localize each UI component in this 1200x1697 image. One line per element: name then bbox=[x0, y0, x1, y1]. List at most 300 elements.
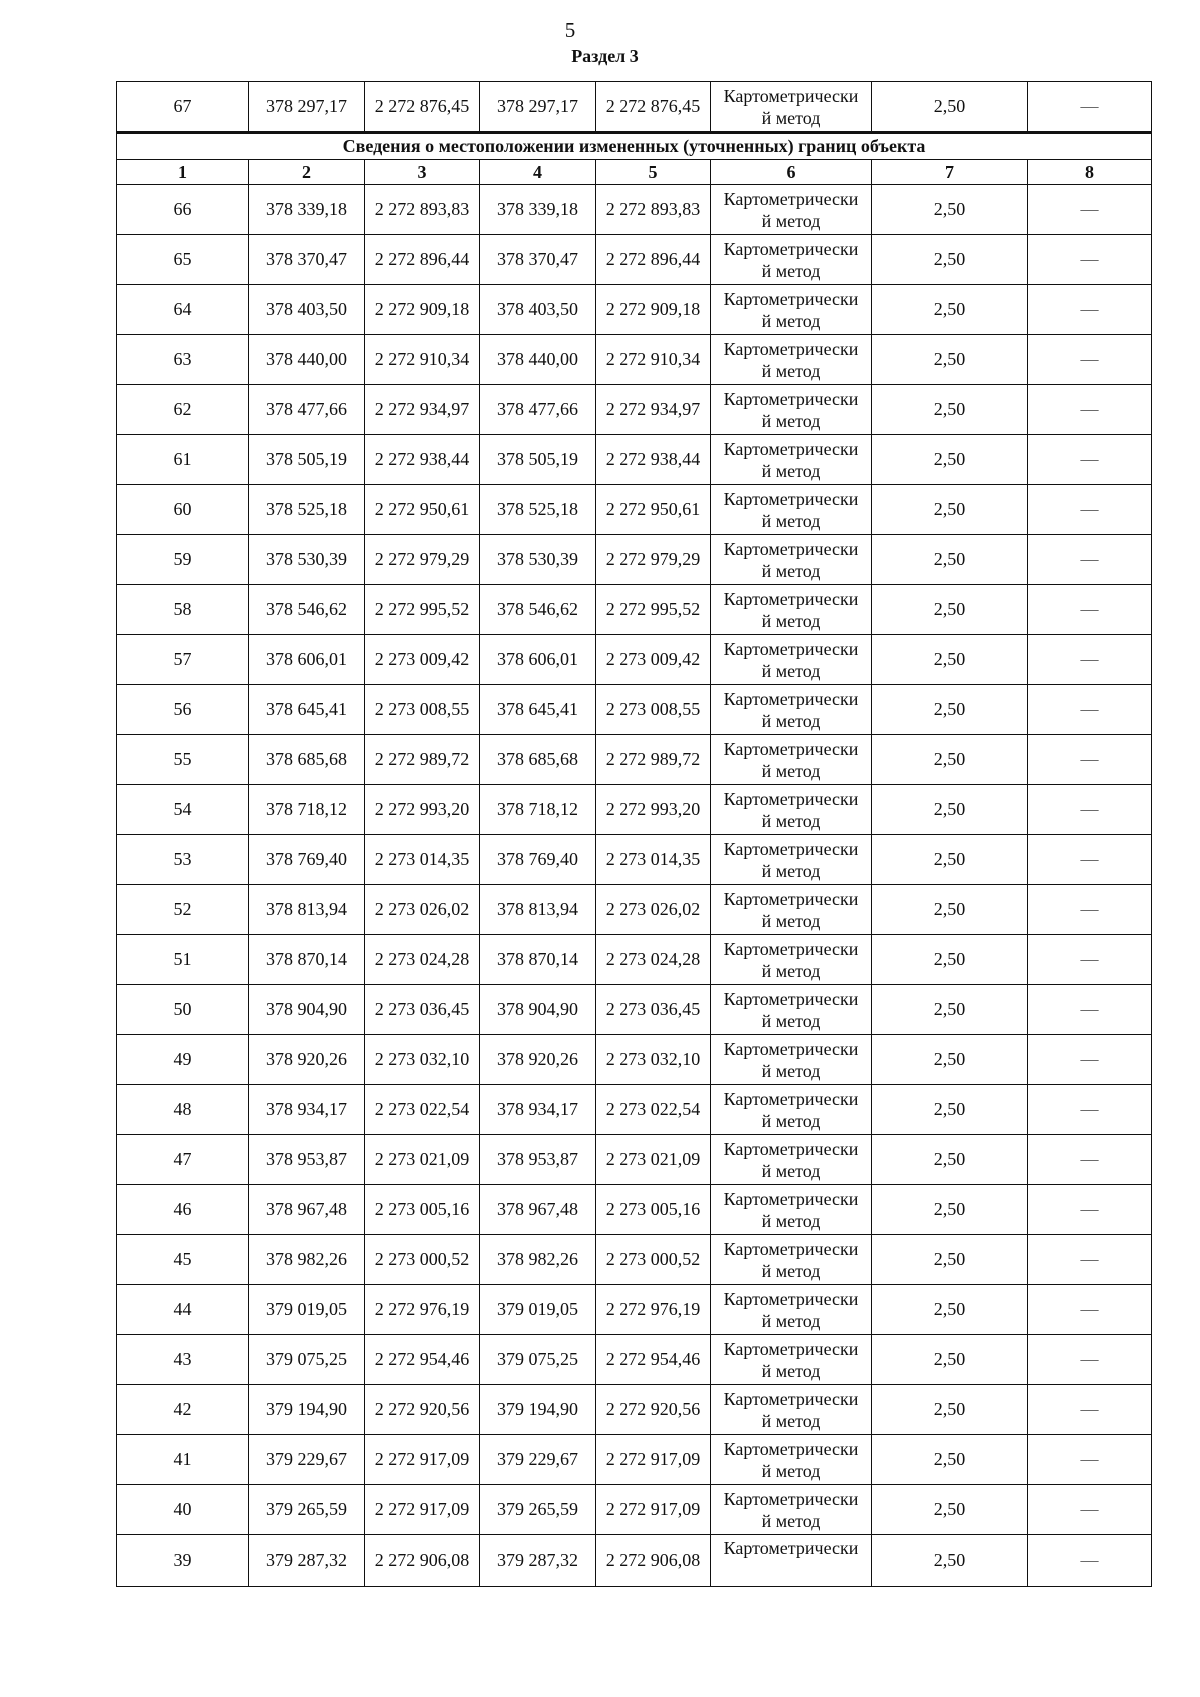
x-old-cell: 378 920,26 bbox=[249, 1035, 365, 1085]
method-line-2: й метод bbox=[761, 510, 821, 531]
y-old-cell: 2 272 993,20 bbox=[365, 785, 480, 835]
y-new-cell: 2 272 954,46 bbox=[596, 1335, 711, 1385]
method-line-1: Картометрически bbox=[723, 638, 859, 659]
accuracy-cell: 2,50 bbox=[872, 1385, 1028, 1435]
y-new-cell: 2 273 021,09 bbox=[596, 1135, 711, 1185]
x-new-cell: 379 075,25 bbox=[480, 1335, 596, 1385]
x-new-cell: 378 953,87 bbox=[480, 1135, 596, 1185]
method-line-2: й метод bbox=[761, 660, 821, 681]
column-number: 2 bbox=[249, 160, 365, 185]
y-old-cell: 2 272 909,18 bbox=[365, 285, 480, 335]
method-cell bbox=[711, 1285, 872, 1335]
method-cell bbox=[711, 685, 872, 735]
table-row bbox=[117, 785, 1152, 835]
method-cell bbox=[711, 1335, 872, 1385]
method-cell bbox=[711, 82, 872, 133]
point-number-cell: 51 bbox=[117, 935, 249, 985]
x-new-cell: 378 339,18 bbox=[480, 185, 596, 235]
method-cell bbox=[711, 535, 872, 585]
method-line-2: й метод bbox=[761, 1110, 821, 1131]
method-line-1: Картометрически bbox=[723, 788, 859, 809]
x-new-cell: 378 403,50 bbox=[480, 285, 596, 335]
method-line-1: Картометрически bbox=[723, 538, 859, 559]
note-cell: — bbox=[1028, 1035, 1152, 1085]
x-new-cell: 378 685,68 bbox=[480, 735, 596, 785]
method-cell bbox=[711, 735, 872, 785]
y-new-cell: 2 273 024,28 bbox=[596, 935, 711, 985]
x-old-cell: 379 019,05 bbox=[249, 1285, 365, 1335]
point-number-cell: 40 bbox=[117, 1485, 249, 1535]
point-number-cell: 50 bbox=[117, 985, 249, 1035]
x-new-cell: 378 967,48 bbox=[480, 1185, 596, 1235]
y-old-cell: 2 272 917,09 bbox=[365, 1485, 480, 1535]
accuracy-cell: 2,50 bbox=[872, 885, 1028, 935]
x-new-cell: 378 982,26 bbox=[480, 1235, 596, 1285]
method-line-1: Картометрически bbox=[723, 338, 859, 359]
table-row bbox=[117, 1235, 1152, 1285]
method-line-2: й метод bbox=[761, 1360, 821, 1381]
point-number-cell: 44 bbox=[117, 1285, 249, 1335]
accuracy-cell: 2,50 bbox=[872, 585, 1028, 635]
accuracy-cell: 2,50 bbox=[872, 535, 1028, 585]
accuracy-cell: 2,50 bbox=[872, 485, 1028, 535]
x-new-cell: 378 769,40 bbox=[480, 835, 596, 885]
method-line-1: Картометрически bbox=[723, 1188, 859, 1209]
y-old-cell: 2 273 024,28 bbox=[365, 935, 480, 985]
table-row bbox=[117, 385, 1152, 435]
accuracy-cell: 2,50 bbox=[872, 685, 1028, 735]
table-row bbox=[117, 435, 1152, 485]
method-line-1: Картометрически bbox=[723, 888, 859, 909]
coordinates-table bbox=[116, 81, 1152, 1587]
x-new-cell: 378 904,90 bbox=[480, 985, 596, 1035]
method-cell bbox=[711, 485, 872, 535]
method-line-2: й метод bbox=[761, 1460, 821, 1481]
table-row bbox=[117, 82, 1152, 133]
method-line-2: й метод bbox=[761, 910, 821, 931]
note-cell: — bbox=[1028, 985, 1152, 1035]
page-number: 5 bbox=[564, 18, 576, 42]
y-old-cell: 2 272 906,08 bbox=[365, 1535, 480, 1587]
x-new-cell: 379 229,67 bbox=[480, 1435, 596, 1485]
table-row bbox=[117, 1535, 1152, 1587]
table-row bbox=[117, 1335, 1152, 1385]
x-old-cell: 378 645,41 bbox=[249, 685, 365, 735]
x-old-cell: 378 403,50 bbox=[249, 285, 365, 335]
note-cell: — bbox=[1028, 285, 1152, 335]
table-row bbox=[117, 1135, 1152, 1185]
accuracy-cell: 2,50 bbox=[872, 335, 1028, 385]
point-number-cell: 56 bbox=[117, 685, 249, 735]
point-number-cell: 55 bbox=[117, 735, 249, 785]
y-new-cell: 2 273 000,52 bbox=[596, 1235, 711, 1285]
x-old-cell: 378 606,01 bbox=[249, 635, 365, 685]
note-cell: — bbox=[1028, 1235, 1152, 1285]
method-line-2: й метод bbox=[761, 1410, 821, 1431]
method-line-1: Картометрически bbox=[723, 1138, 859, 1159]
method-cell bbox=[711, 1435, 872, 1485]
x-old-cell: 378 813,94 bbox=[249, 885, 365, 935]
table-row bbox=[117, 735, 1152, 785]
method-line-1: Картометрически bbox=[723, 1338, 859, 1359]
column-number: 3 bbox=[365, 160, 480, 185]
method-line-2: й метод bbox=[761, 1060, 821, 1081]
accuracy-cell: 2,50 bbox=[872, 285, 1028, 335]
column-number: 7 bbox=[872, 160, 1028, 185]
x-old-cell: 379 194,90 bbox=[249, 1385, 365, 1435]
method-line-2: й метод bbox=[761, 710, 821, 731]
accuracy-cell: 2,50 bbox=[872, 1335, 1028, 1385]
y-old-cell: 2 272 896,44 bbox=[365, 235, 480, 285]
table-row bbox=[117, 235, 1152, 285]
subsection-title: Сведения о местоположении измененных (уточненных) границ объекта bbox=[117, 133, 1152, 160]
y-new-cell: 2 273 026,02 bbox=[596, 885, 711, 935]
column-number-row bbox=[117, 160, 1152, 185]
accuracy-cell: 2,50 bbox=[872, 935, 1028, 985]
y-old-cell: 2 273 008,55 bbox=[365, 685, 480, 735]
method-cell bbox=[711, 1135, 872, 1185]
table-row bbox=[117, 335, 1152, 385]
method-line-1: Картометрически bbox=[723, 1088, 859, 1109]
method-cell bbox=[711, 835, 872, 885]
method-line-2: й метод bbox=[761, 460, 821, 481]
method-line-2: й метод bbox=[761, 810, 821, 831]
method-cell bbox=[711, 1385, 872, 1435]
accuracy-cell: 2,50 bbox=[872, 385, 1028, 435]
method-cell bbox=[711, 585, 872, 635]
x-old-cell: 379 229,67 bbox=[249, 1435, 365, 1485]
point-number-cell: 42 bbox=[117, 1385, 249, 1435]
note-cell: — bbox=[1028, 635, 1152, 685]
y-new-cell: 2 272 906,08 bbox=[596, 1535, 711, 1587]
method-cell bbox=[711, 1185, 872, 1235]
method-cell bbox=[711, 885, 872, 935]
x-old-cell: 378 967,48 bbox=[249, 1185, 365, 1235]
method-line-1: Картометрически bbox=[723, 1488, 859, 1509]
y-old-cell: 2 272 995,52 bbox=[365, 585, 480, 635]
y-old-cell: 2 272 934,97 bbox=[365, 385, 480, 435]
y-old-cell: 2 273 032,10 bbox=[365, 1035, 480, 1085]
y-new-cell: 2 272 938,44 bbox=[596, 435, 711, 485]
x-new-cell: 379 019,05 bbox=[480, 1285, 596, 1335]
accuracy-cell: 2,50 bbox=[872, 1435, 1028, 1485]
x-new-cell: 379 194,90 bbox=[480, 1385, 596, 1435]
point-number-cell: 66 bbox=[117, 185, 249, 235]
method-cell bbox=[711, 1235, 872, 1285]
y-old-cell: 2 273 014,35 bbox=[365, 835, 480, 885]
y-new-cell: 2 272 893,83 bbox=[596, 185, 711, 235]
note-cell: — bbox=[1028, 735, 1152, 785]
note-cell: — bbox=[1028, 1435, 1152, 1485]
table-row bbox=[117, 185, 1152, 235]
table-row bbox=[117, 1085, 1152, 1135]
y-old-cell: 2 273 026,02 bbox=[365, 885, 480, 935]
x-new-cell: 378 440,00 bbox=[480, 335, 596, 385]
note-cell: — bbox=[1028, 185, 1152, 235]
point-number-cell: 60 bbox=[117, 485, 249, 535]
method-line-2: й метод bbox=[761, 410, 821, 431]
method-line-1: Картометрически bbox=[723, 1288, 859, 1309]
note-cell: — bbox=[1028, 82, 1152, 133]
method-line-2: й метод bbox=[761, 860, 821, 881]
x-new-cell: 378 718,12 bbox=[480, 785, 596, 835]
method-line-2: й метод bbox=[761, 960, 821, 981]
x-new-cell: 378 530,39 bbox=[480, 535, 596, 585]
table-row bbox=[117, 1385, 1152, 1435]
method-line-1: Картометрически bbox=[723, 488, 859, 509]
x-new-cell: 379 265,59 bbox=[480, 1485, 596, 1535]
method-line-1: Картометрически bbox=[723, 738, 859, 759]
x-new-cell: 378 546,62 bbox=[480, 585, 596, 635]
y-new-cell: 2 273 014,35 bbox=[596, 835, 711, 885]
y-new-cell: 2 272 976,19 bbox=[596, 1285, 711, 1335]
method-line-2: й метод bbox=[761, 260, 821, 281]
method-cell bbox=[711, 185, 872, 235]
x-old-cell: 378 525,18 bbox=[249, 485, 365, 535]
x-old-cell: 379 265,59 bbox=[249, 1485, 365, 1535]
y-new-cell: 2 272 993,20 bbox=[596, 785, 711, 835]
x-old-cell: 378 339,18 bbox=[249, 185, 365, 235]
method-line-2: й метод bbox=[761, 1510, 821, 1531]
x-new-cell: 378 920,26 bbox=[480, 1035, 596, 1085]
note-cell: — bbox=[1028, 235, 1152, 285]
x-old-cell: 379 075,25 bbox=[249, 1335, 365, 1385]
method-line-1: Картометрически bbox=[723, 988, 859, 1009]
table-row bbox=[117, 1485, 1152, 1535]
method-line-2: й метод bbox=[761, 107, 821, 128]
table-row bbox=[117, 685, 1152, 735]
x-old-cell: 378 370,47 bbox=[249, 235, 365, 285]
point-number-cell: 54 bbox=[117, 785, 249, 835]
method-line-2: й метод bbox=[761, 1260, 821, 1281]
method-cell bbox=[711, 935, 872, 985]
note-cell: — bbox=[1028, 435, 1152, 485]
note-cell: — bbox=[1028, 1185, 1152, 1235]
method-cell bbox=[711, 285, 872, 335]
method-cell bbox=[711, 1535, 872, 1587]
y-old-cell: 2 272 976,19 bbox=[365, 1285, 480, 1335]
method-line-1: Картометрически bbox=[723, 1238, 859, 1259]
x-old-cell: 378 685,68 bbox=[249, 735, 365, 785]
note-cell: — bbox=[1028, 1485, 1152, 1535]
y-old-cell: 2 272 954,46 bbox=[365, 1335, 480, 1385]
x-old-cell: 378 477,66 bbox=[249, 385, 365, 435]
y-old-cell: 2 272 917,09 bbox=[365, 1435, 480, 1485]
y-new-cell: 2 273 022,54 bbox=[596, 1085, 711, 1135]
table-row bbox=[117, 935, 1152, 985]
y-old-cell: 2 272 920,56 bbox=[365, 1385, 480, 1435]
table-row bbox=[117, 885, 1152, 935]
y-new-cell: 2 272 989,72 bbox=[596, 735, 711, 785]
method-cell bbox=[711, 635, 872, 685]
table-row bbox=[117, 635, 1152, 685]
table-row bbox=[117, 535, 1152, 585]
y-old-cell: 2 272 910,34 bbox=[365, 335, 480, 385]
x-old-cell: 378 953,87 bbox=[249, 1135, 365, 1185]
point-number-cell: 39 bbox=[117, 1535, 249, 1587]
point-number-cell: 43 bbox=[117, 1335, 249, 1385]
method-line-2: й метод bbox=[761, 1310, 821, 1331]
table-row bbox=[117, 285, 1152, 335]
table-row bbox=[117, 1185, 1152, 1235]
accuracy-cell: 2,50 bbox=[872, 635, 1028, 685]
note-cell: — bbox=[1028, 785, 1152, 835]
method-cell bbox=[711, 335, 872, 385]
note-cell: — bbox=[1028, 1535, 1152, 1587]
method-line-2: й метод bbox=[761, 210, 821, 231]
point-number-cell: 63 bbox=[117, 335, 249, 385]
note-cell: — bbox=[1028, 485, 1152, 535]
accuracy-cell: 2,50 bbox=[872, 235, 1028, 285]
x-new-cell: 378 370,47 bbox=[480, 235, 596, 285]
method-line-2: й метод bbox=[761, 560, 821, 581]
method-line-2: й метод bbox=[761, 310, 821, 331]
method-line-1: Картометрически bbox=[723, 1438, 859, 1459]
table-row bbox=[117, 1435, 1152, 1485]
x-new-cell: 378 505,19 bbox=[480, 435, 596, 485]
note-cell: — bbox=[1028, 1385, 1152, 1435]
accuracy-cell: 2,50 bbox=[872, 82, 1028, 133]
y-new-cell: 2 272 995,52 bbox=[596, 585, 711, 635]
y-new-cell: 2 273 009,42 bbox=[596, 635, 711, 685]
method-cell bbox=[711, 1485, 872, 1535]
method-line-1: Картометрически bbox=[723, 588, 859, 609]
method-line-1: Картометрически bbox=[723, 388, 859, 409]
y-new-cell: 2 273 005,16 bbox=[596, 1185, 711, 1235]
method-line-1: Картометрически bbox=[723, 438, 859, 459]
accuracy-cell: 2,50 bbox=[872, 1285, 1028, 1335]
y-new-cell: 2 272 934,97 bbox=[596, 385, 711, 435]
accuracy-cell: 2,50 bbox=[872, 1485, 1028, 1535]
method-line-1: Картометрически bbox=[723, 688, 859, 709]
y-old-cell: 2 273 005,16 bbox=[365, 1185, 480, 1235]
x-new-cell: 378 645,41 bbox=[480, 685, 596, 735]
point-number-cell: 53 bbox=[117, 835, 249, 885]
method-line-1: Картометрически bbox=[723, 85, 859, 106]
y-new-cell: 2 272 909,18 bbox=[596, 285, 711, 335]
x-old-cell: 378 440,00 bbox=[249, 335, 365, 385]
y-new-cell: 2 272 910,34 bbox=[596, 335, 711, 385]
y-old-cell: 2 272 989,72 bbox=[365, 735, 480, 785]
method-cell bbox=[711, 785, 872, 835]
y-old-cell: 2 272 876,45 bbox=[365, 82, 480, 133]
method-line-1: Картометрически bbox=[723, 288, 859, 309]
y-new-cell: 2 273 036,45 bbox=[596, 985, 711, 1035]
method-line-1: Картометрически bbox=[723, 838, 859, 859]
x-old-cell: 379 287,32 bbox=[249, 1535, 365, 1587]
y-new-cell: 2 272 876,45 bbox=[596, 82, 711, 133]
y-new-cell: 2 273 032,10 bbox=[596, 1035, 711, 1085]
table-row bbox=[117, 1035, 1152, 1085]
y-old-cell: 2 273 021,09 bbox=[365, 1135, 480, 1185]
note-cell: — bbox=[1028, 1285, 1152, 1335]
method-line-2: й метод bbox=[761, 760, 821, 781]
y-old-cell: 2 272 979,29 bbox=[365, 535, 480, 585]
method-cell bbox=[711, 435, 872, 485]
x-old-cell: 378 530,39 bbox=[249, 535, 365, 585]
note-cell: — bbox=[1028, 1085, 1152, 1135]
x-new-cell: 378 477,66 bbox=[480, 385, 596, 435]
note-cell: — bbox=[1028, 385, 1152, 435]
subsection-row bbox=[117, 133, 1152, 160]
point-number-cell: 65 bbox=[117, 235, 249, 285]
note-cell: — bbox=[1028, 1135, 1152, 1185]
y-old-cell: 2 273 022,54 bbox=[365, 1085, 480, 1135]
note-cell: — bbox=[1028, 835, 1152, 885]
y-old-cell: 2 273 036,45 bbox=[365, 985, 480, 1035]
method-cell bbox=[711, 1035, 872, 1085]
point-number-cell: 45 bbox=[117, 1235, 249, 1285]
point-number-cell: 47 bbox=[117, 1135, 249, 1185]
y-old-cell: 2 272 938,44 bbox=[365, 435, 480, 485]
accuracy-cell: 2,50 bbox=[872, 1235, 1028, 1285]
x-new-cell: 378 813,94 bbox=[480, 885, 596, 935]
note-cell: — bbox=[1028, 885, 1152, 935]
point-number-cell: 64 bbox=[117, 285, 249, 335]
method-cell bbox=[711, 385, 872, 435]
point-number-cell: 61 bbox=[117, 435, 249, 485]
y-new-cell: 2 272 920,56 bbox=[596, 1385, 711, 1435]
column-number: 8 bbox=[1028, 160, 1152, 185]
x-old-cell: 378 904,90 bbox=[249, 985, 365, 1035]
method-line-2: й метод bbox=[761, 610, 821, 631]
accuracy-cell: 2,50 bbox=[872, 1535, 1028, 1587]
y-new-cell: 2 272 979,29 bbox=[596, 535, 711, 585]
method-line-1: Картометрически bbox=[723, 188, 859, 209]
y-old-cell: 2 272 950,61 bbox=[365, 485, 480, 535]
method-cell bbox=[711, 235, 872, 285]
note-cell: — bbox=[1028, 535, 1152, 585]
x-old-cell: 378 934,17 bbox=[249, 1085, 365, 1135]
x-new-cell: 378 525,18 bbox=[480, 485, 596, 535]
column-number: 6 bbox=[711, 160, 872, 185]
method-line-1: Картометрически bbox=[723, 1388, 859, 1409]
point-number-cell: 59 bbox=[117, 535, 249, 585]
point-number-cell: 46 bbox=[117, 1185, 249, 1235]
x-old-cell: 378 870,14 bbox=[249, 935, 365, 985]
x-old-cell: 378 982,26 bbox=[249, 1235, 365, 1285]
point-number-cell: 67 bbox=[117, 82, 249, 133]
note-cell: — bbox=[1028, 335, 1152, 385]
accuracy-cell: 2,50 bbox=[872, 185, 1028, 235]
method-line-2: й метод bbox=[761, 1210, 821, 1231]
x-new-cell: 379 287,32 bbox=[480, 1535, 596, 1587]
point-number-cell: 62 bbox=[117, 385, 249, 435]
method-line-2: й метод bbox=[761, 1160, 821, 1181]
y-old-cell: 2 272 893,83 bbox=[365, 185, 480, 235]
method-line-1: Картометрически bbox=[723, 1038, 859, 1059]
accuracy-cell: 2,50 bbox=[872, 785, 1028, 835]
accuracy-cell: 2,50 bbox=[872, 435, 1028, 485]
x-old-cell: 378 769,40 bbox=[249, 835, 365, 885]
table-row bbox=[117, 985, 1152, 1035]
column-number: 5 bbox=[596, 160, 711, 185]
table-row bbox=[117, 585, 1152, 635]
accuracy-cell: 2,50 bbox=[872, 1135, 1028, 1185]
x-old-cell: 378 505,19 bbox=[249, 435, 365, 485]
column-number: 4 bbox=[480, 160, 596, 185]
accuracy-cell: 2,50 bbox=[872, 835, 1028, 885]
accuracy-cell: 2,50 bbox=[872, 1085, 1028, 1135]
method-line-2: й метод bbox=[761, 360, 821, 381]
method-line-1: Картометрически bbox=[723, 1538, 859, 1558]
x-new-cell: 378 297,17 bbox=[480, 82, 596, 133]
accuracy-cell: 2,50 bbox=[872, 1035, 1028, 1085]
method-cell bbox=[711, 1085, 872, 1135]
y-old-cell: 2 273 009,42 bbox=[365, 635, 480, 685]
note-cell: — bbox=[1028, 585, 1152, 635]
method-cell bbox=[711, 985, 872, 1035]
